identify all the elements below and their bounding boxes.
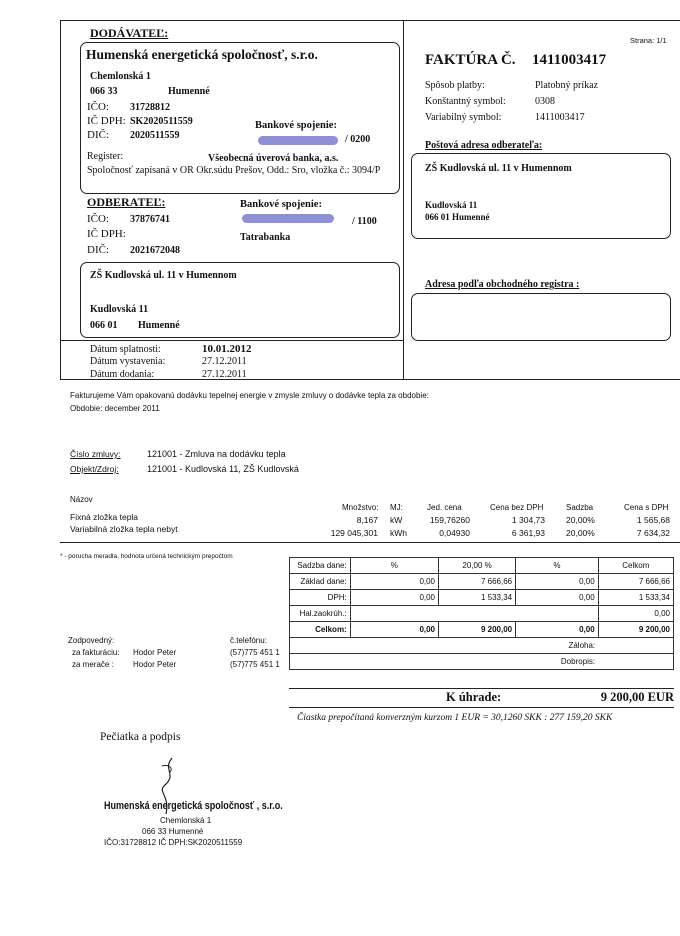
- responsible-label: Zodpovedný:: [68, 636, 115, 645]
- cell: 7 666,66: [598, 574, 673, 590]
- supplier-icdph: SK2020511559: [130, 116, 193, 127]
- base-label: Základ dane:: [290, 574, 351, 590]
- supplier-register-text: Spoločnosť zapísaná v OR Okr.súdu Prešov, Odd.: Sro, vložka č.: 3094/P: [87, 165, 381, 176]
- constant-symbol: 0308: [535, 96, 555, 107]
- intro-text: Fakturujeme Vám opakovanú dodávku tepelnej energie v zmysle zmluvy o dodávke tepla za obdobie:: [70, 391, 429, 400]
- item-name: Fixná zložka tepla: [70, 512, 139, 522]
- table-row: [290, 638, 674, 654]
- supplier-heading: DODÁVATEĽ:: [90, 26, 169, 40]
- constant-symbol-label: Konštantný symbol:: [425, 96, 506, 107]
- item-name: Variabilná zložka tepla nebyt: [70, 524, 178, 534]
- meter-name: Hodor Peter: [133, 660, 177, 669]
- item-qty: 8,167: [356, 515, 378, 525]
- cell: 0,00: [350, 590, 438, 606]
- supplier-name: Humenská energetická spoločnosť, s.r.o.: [86, 47, 318, 62]
- cell: 1 533,34: [598, 590, 673, 606]
- buyer-addr-zip: 066 01: [90, 320, 118, 331]
- supplier-bank-name: Všeobecná úverová banka, a.s.: [208, 153, 339, 164]
- supplier-bank-label: Bankové spojenie:: [255, 120, 337, 131]
- billing-label: za fakturáciu:: [72, 648, 120, 657]
- redacted-account-blot: [258, 136, 338, 145]
- cell: 1 533,34: [439, 590, 516, 606]
- delivery-date: 27.12.2011: [202, 369, 247, 380]
- cell: [350, 606, 598, 622]
- total-label: Celkom:: [290, 622, 351, 638]
- cell: 0,00: [516, 590, 599, 606]
- cell: %: [350, 558, 438, 574]
- delivery-date-label: Dátum dodania:: [90, 369, 155, 380]
- contract-label: Číslo zmluvy:: [70, 449, 121, 459]
- object-label: Objekt/Zdroj:: [70, 464, 119, 474]
- cell: 9 200,00: [439, 622, 516, 638]
- buyer-bank-name: Tatrabanka: [240, 232, 291, 243]
- cell: Celkom: [598, 558, 673, 574]
- page-number: Strana: 1/1: [630, 36, 667, 45]
- billing-phone: (57)775 451 1: [230, 648, 280, 657]
- item-gross: 7 634,32: [636, 528, 670, 538]
- col-rate: Sadzba: [566, 503, 594, 512]
- items-divider: [60, 542, 680, 543]
- col-qty: Množstvo:: [342, 503, 379, 512]
- postal-address-heading: Poštová adresa odberateľa:: [425, 140, 543, 151]
- object-value: 121001 - Kudlovská 11, ZŠ Kudlovská: [147, 464, 299, 474]
- variable-symbol: 1411003417: [535, 112, 585, 123]
- buyer-bank-label: Bankové spojenie:: [240, 199, 322, 210]
- cell: [598, 638, 673, 654]
- register-address-box: [411, 293, 671, 341]
- invoice-title: FAKTÚRA Č.: [425, 52, 516, 68]
- cell: 0,00: [516, 622, 599, 638]
- item-price: 159,76260: [429, 515, 470, 525]
- supplier-bank-code: / 0200: [345, 134, 371, 145]
- item-rate: 20,00%: [566, 515, 595, 525]
- advance-label: Záloha:: [290, 638, 599, 654]
- col-gross: Cena s DPH: [624, 503, 669, 512]
- top-border: [60, 20, 680, 21]
- buyer-addr-street: Kudlovská 11: [90, 304, 149, 315]
- credit-label: Dobropis:: [290, 654, 599, 670]
- col-price: Jed. cena: [427, 503, 462, 512]
- supplier-register-label: Register:: [87, 151, 124, 162]
- buyer-addr-name: ZŠ Kudlovská ul. 11 v Humennom: [90, 270, 237, 281]
- vat-label: DPH:: [290, 590, 351, 606]
- item-net: 6 361,93: [511, 528, 545, 538]
- postal-street: Kudlovská 11: [425, 200, 478, 210]
- issue-date: 27.12.2011: [202, 356, 247, 367]
- stamp-heading: Pečiatka a podpis: [100, 731, 181, 743]
- stamp-company: Humenská energetická spoločnosť , s.r.o.: [104, 800, 283, 812]
- item-gross: 1 565,68: [636, 515, 670, 525]
- supplier-dic-label: DIČ:: [87, 129, 109, 141]
- cell: 7 666,66: [439, 574, 516, 590]
- register-address-heading: Adresa podľa obchodného registra :: [425, 279, 580, 290]
- item-unit: kW: [390, 515, 403, 525]
- col-name: Názov: [70, 495, 93, 504]
- buyer-heading: ODBERATEĽ:: [87, 195, 166, 209]
- item-net: 1 304,73: [511, 515, 545, 525]
- item-qty: 129 045,301: [330, 528, 378, 538]
- cell: 9 200,00: [598, 622, 673, 638]
- table-row: [290, 654, 674, 670]
- billing-name: Hodor Peter: [133, 648, 177, 657]
- cell: 20,00 %: [439, 558, 516, 574]
- phone-label: č.telefónu:: [230, 636, 267, 645]
- table-row: [290, 574, 674, 590]
- postal-city: 066 01 Humenné: [425, 212, 490, 222]
- supplier-zip: 066 33: [90, 86, 118, 97]
- item-unit: kWh: [390, 528, 407, 538]
- cell: %: [516, 558, 599, 574]
- meter-phone: (57)775 451 1: [230, 660, 280, 669]
- variable-symbol-label: Variabilný symbol:: [425, 112, 502, 123]
- center-divider: [403, 20, 404, 380]
- col-unit: MJ:: [390, 503, 403, 512]
- period-text: Obdobie: december 2011: [70, 404, 160, 413]
- supplier-street: Chemlonská 1: [90, 71, 151, 82]
- buyer-icdph-label: IČ DPH:: [87, 228, 126, 240]
- due-date-label: Dátum splatnosti:: [90, 344, 161, 355]
- cell: 0,00: [350, 574, 438, 590]
- contract-value: 121001 - Zmluva na dodávku tepla: [147, 449, 286, 459]
- round-label: Hal.zaokrúh.:: [290, 606, 351, 622]
- invoice-number: 1411003417: [532, 52, 607, 68]
- supplier-icdph-label: IČ DPH:: [87, 115, 126, 127]
- dates-top-border: [60, 340, 403, 341]
- col-net: Cena bez DPH: [490, 503, 544, 512]
- table-row: [290, 622, 674, 638]
- meter-note: * - porucha meradla, hodnota určená technickým prepočtom: [60, 553, 233, 560]
- buyer-bank-code: / 1100: [352, 216, 377, 227]
- buyer-addr-city: Humenné: [138, 320, 180, 331]
- cell: 0,00: [598, 606, 673, 622]
- cell: [598, 654, 673, 670]
- buyer-dic-label: DIČ:: [87, 244, 109, 256]
- payment-method-label: Spôsob platby:: [425, 80, 485, 91]
- redacted-account-blot: [242, 214, 334, 223]
- supplier-ico-label: IČO:: [87, 101, 109, 113]
- stamp-city: 066 33 Humenné: [142, 827, 204, 836]
- rate-label: Sadzba dane:: [290, 558, 351, 574]
- table-row: [290, 606, 674, 622]
- payment-method: Platobný príkaz: [535, 80, 599, 91]
- cell: 0,00: [516, 574, 599, 590]
- payment-top-line: [289, 688, 674, 689]
- buyer-dic: 2021672048: [130, 245, 180, 256]
- payment-label: K úhrade:: [446, 690, 502, 704]
- conversion-note: Čiastka prepočítaná konverzným kurzom 1 EUR = 30,1260 SKK : 277 159,20 SKK: [297, 713, 613, 723]
- left-border: [60, 20, 61, 380]
- stamp-ids: IČO:31728812 IČ DPH:SK2020511559: [104, 838, 243, 847]
- table-row: [290, 558, 674, 574]
- buyer-ico: 37876741: [130, 214, 170, 225]
- meter-label: za merače :: [72, 660, 114, 669]
- payment-bottom-line: [289, 707, 674, 708]
- supplier-ico: 31728812: [130, 102, 170, 113]
- issue-date-label: Dátum vystavenia:: [90, 356, 166, 367]
- stamp-street: Chemlonská 1: [160, 816, 212, 825]
- item-rate: 20,00%: [566, 528, 595, 538]
- supplier-dic: 2020511559: [130, 130, 180, 141]
- due-date: 10.01.2012: [202, 343, 252, 355]
- table-row: [290, 590, 674, 606]
- buyer-ico-label: IČO:: [87, 213, 109, 225]
- vat-summary-table: [289, 557, 674, 670]
- supplier-city: Humenné: [168, 86, 210, 97]
- cell: 0,00: [350, 622, 438, 638]
- payment-amount: 9 200,00 EUR: [600, 690, 674, 704]
- item-price: 0,04930: [439, 528, 470, 538]
- postal-name: ZŠ Kudlovská ul. 11 v Humennom: [425, 163, 572, 174]
